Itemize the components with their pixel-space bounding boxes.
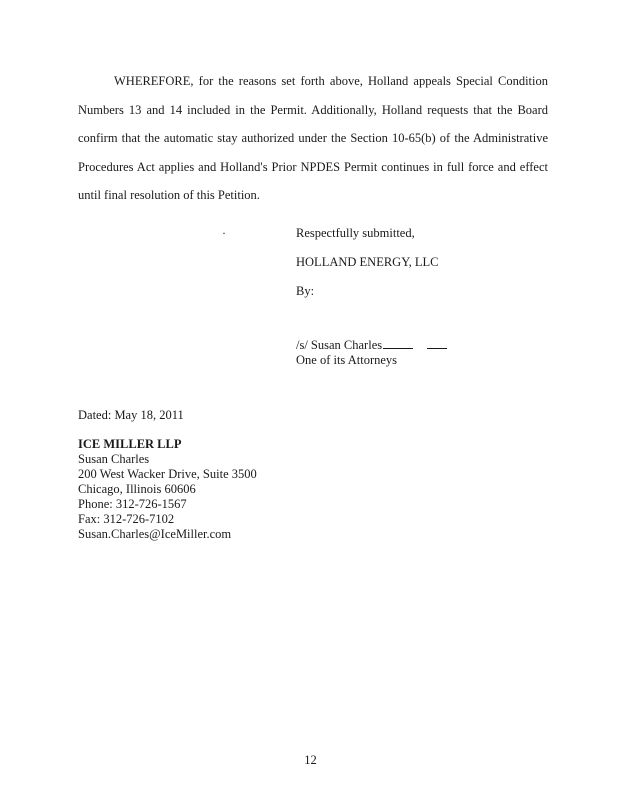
- firm-fax: Fax: 312-726-7102: [78, 512, 175, 526]
- firm-address-2: Chicago, Illinois 60606: [78, 482, 196, 496]
- closing-line: Respectfully submitted,: [296, 226, 415, 240]
- signer-name: /s/ Susan Charles: [296, 338, 383, 352]
- firm-phone: Phone: 312-726-1567: [78, 497, 187, 511]
- stray-mark: ·: [222, 226, 226, 240]
- firm-block: [78, 437, 257, 542]
- signer-role: One of its Attorneys: [296, 353, 398, 367]
- firm-name: ICE MILLER LLP: [78, 437, 182, 451]
- signature-underline: [383, 348, 413, 349]
- firm-email: Susan.Charles@IceMiller.com: [78, 527, 232, 541]
- firm-attorney: Susan Charles: [78, 452, 150, 466]
- company-name: HOLLAND ENERGY, LLC: [296, 255, 439, 269]
- signature-underline-extra: [427, 348, 447, 349]
- by-label: By:: [296, 284, 315, 298]
- firm-address-1: 200 West Wacker Drive, Suite 3500: [78, 467, 257, 481]
- page-number: 12: [304, 753, 317, 767]
- wherefore-paragraph: WHEREFORE, for the reasons set forth above, Holland appeals Special Condition Numbers 13 and 14 included in the Permit. Additionally, Holland requests that the Board confirm that the automatic stay authorized under the Section 10-65(b) of the Administrative Procedures Act applies and Holland's Prior NPDES Permit continues in full force and effect until final resolution of this Petition.: [78, 74, 548, 202]
- dated-line: Dated: May 18, 2011: [78, 408, 184, 422]
- signature-line: [296, 338, 447, 353]
